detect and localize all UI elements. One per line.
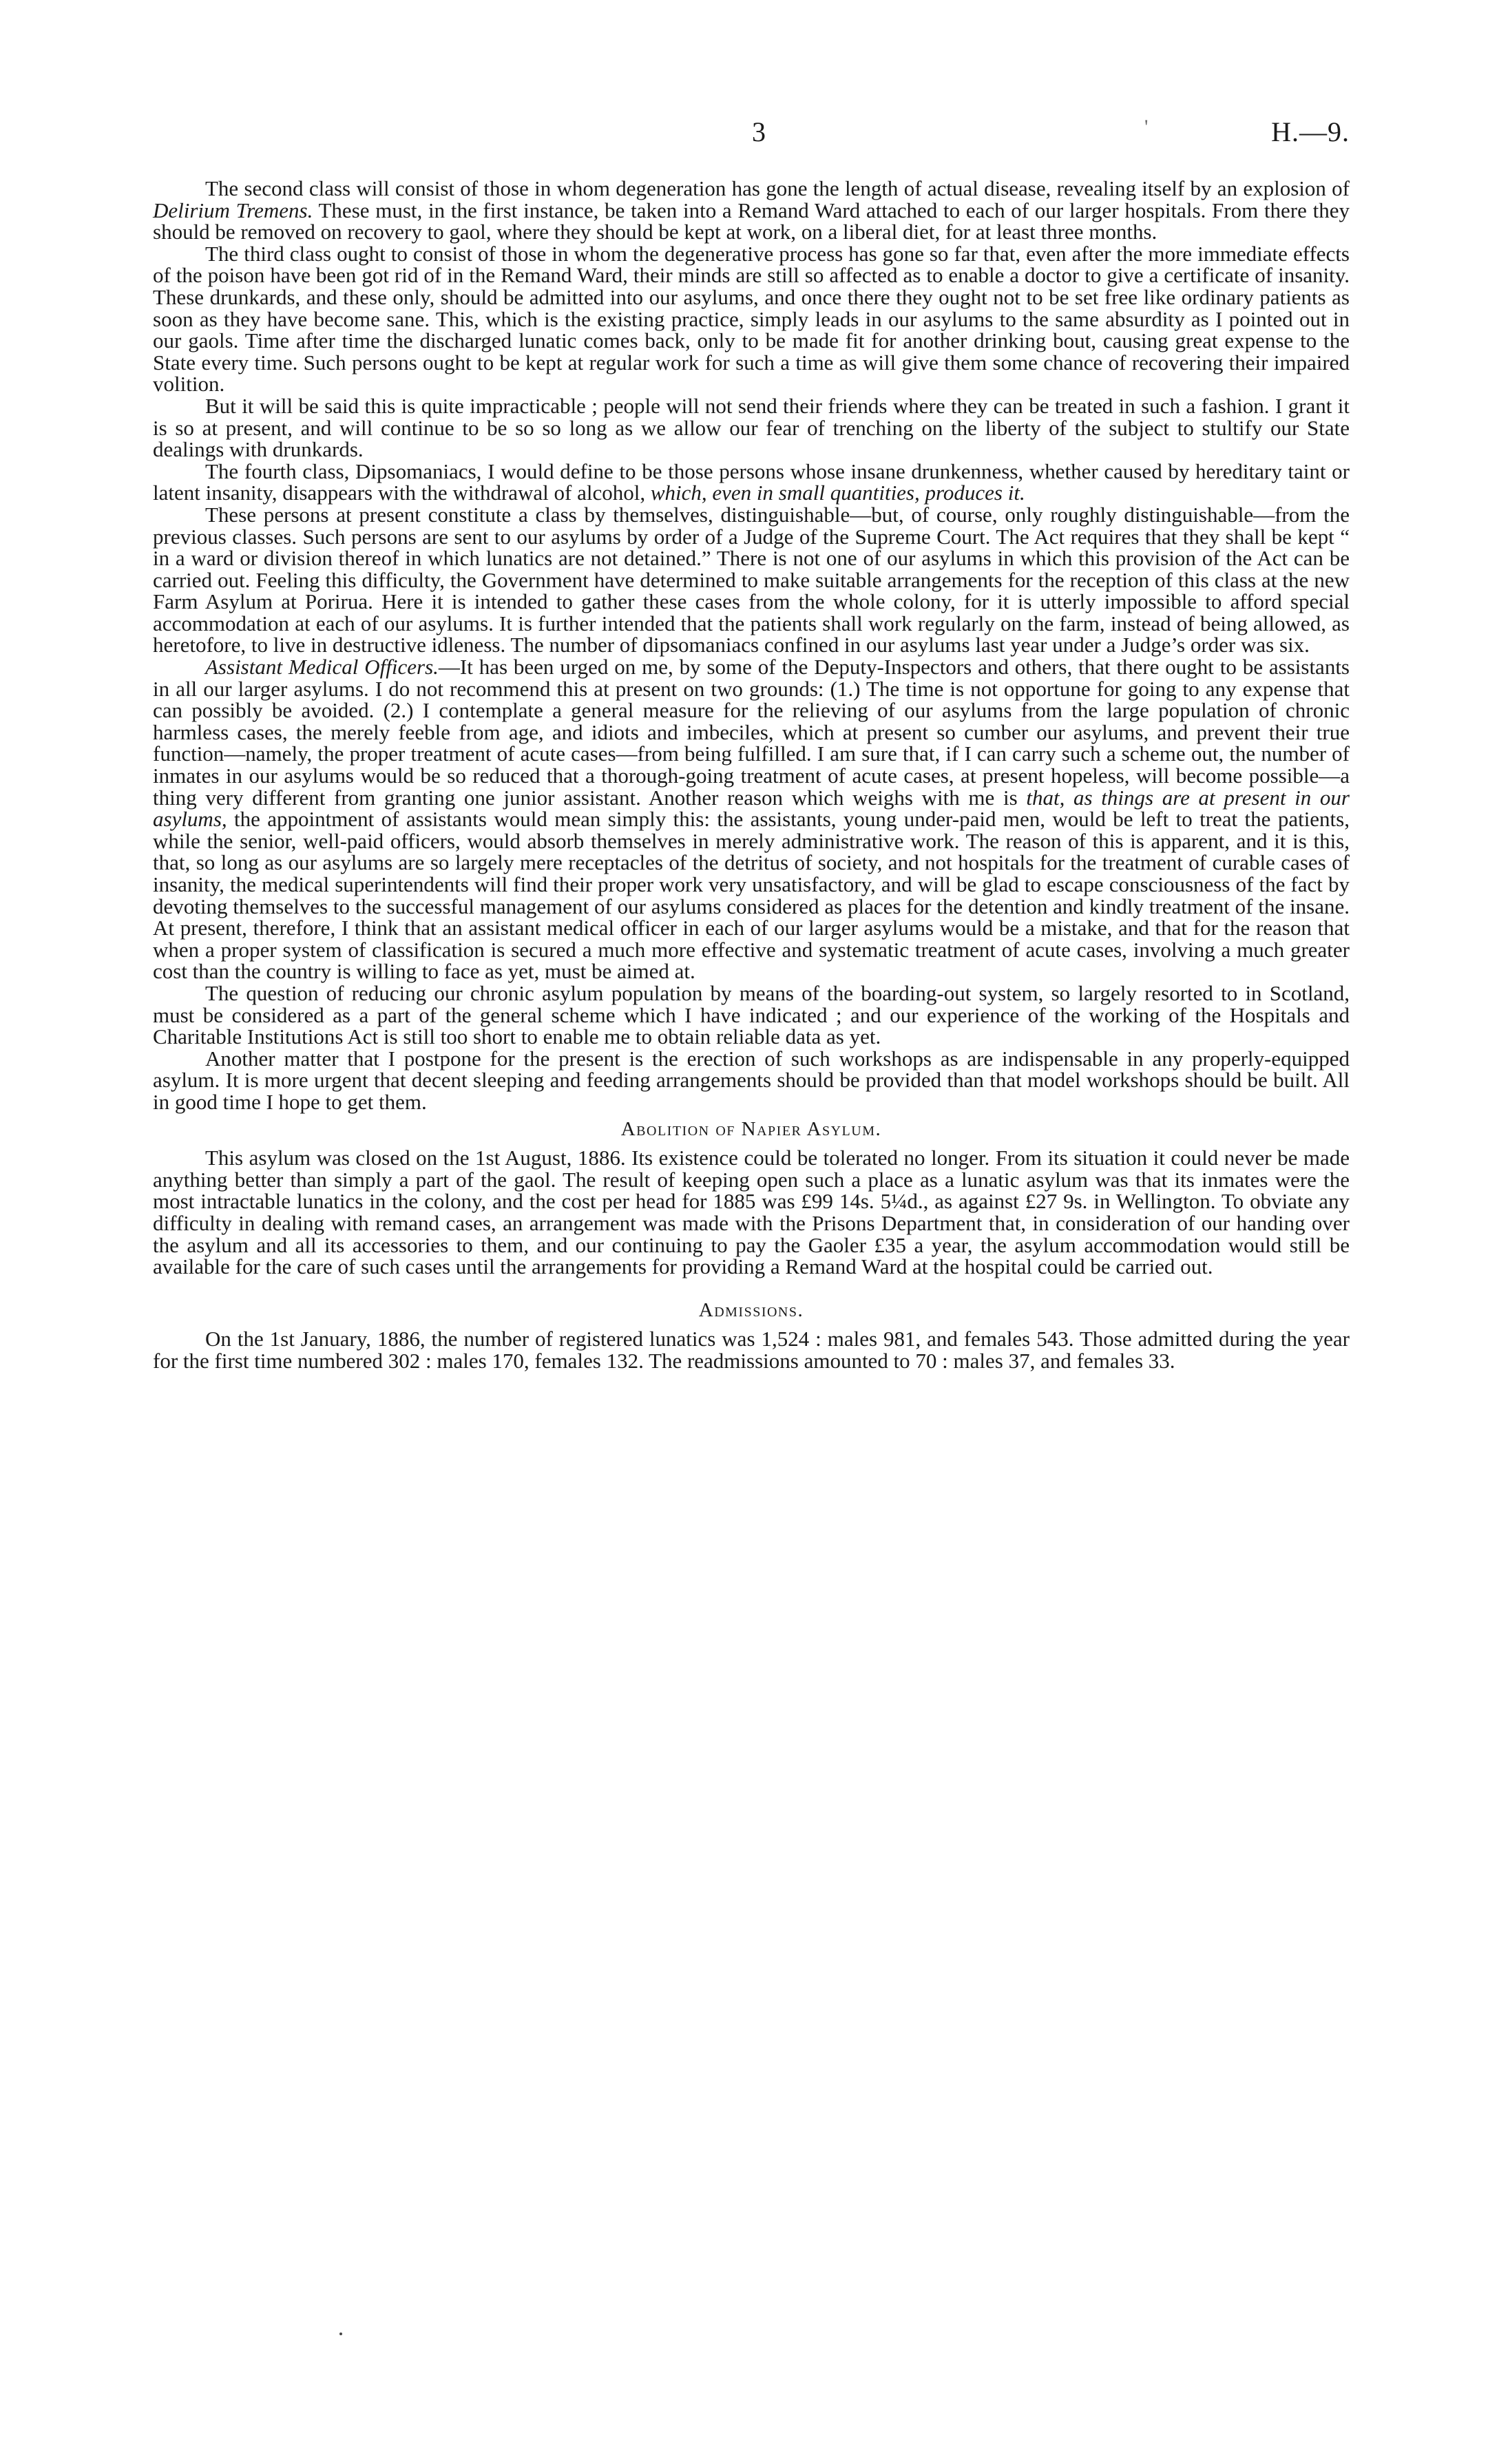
emphasis-small-quantities: which, even in small quantities, produces it. xyxy=(650,481,1025,505)
emphasis-things-at-present: that, as things are at present in our asylums, xyxy=(153,785,1350,832)
paragraph-workshops: Another matter that I postpone for the present is the erection of such workshops as are indispensable in any properly-equipped asylum. It is more urgent that decent sleeping and feeding arrangements should be provided than that model workshops should be built. All in good time I hope to get them. xyxy=(153,1046,1350,1114)
paragraph-fourth-class: The fourth class, Dipsomaniacs, I would define to be those persons whose insane drunkenness, whether caused by hereditary taint or latent insanity, disappears with the withdrawal of alcohol, which, even in small quantities, produces it. xyxy=(153,459,1350,505)
body-text xyxy=(153,178,1350,1371)
heading-admissions: Admissions. xyxy=(698,1298,804,1321)
paragraph-dipsomaniacs: These persons at present constitute a class by themselves, distinguishable—but, of course, only roughly distinguishable—from the previous classes. Such persons are sent to our asylums by order of a Judge of the Supreme Court. The Act requires that they shall be kept “ in a ward or division thereof in which lunatics are not detained.” There is not one of our asylums in which this provision of the Act can be carried out. Feeling this difficulty, the Government have determined to make suitable arrangements for the reception of this class at the new Farm Asylum at Porirua. Here it is intended to gather these cases from the whole colony, for it is utterly impossible to afford special accommodation at each of our asylums. It is further intended that the patients shall work regularly on the farm, instead of being allowed, as heretofore, to live in destructive idleness. The number of dipsomaniacs confined in our asylums last year under a Judge’s order was six. xyxy=(153,502,1350,657)
paragraph-boarding-out: The question of reducing our chronic asylum population by means of the boarding-out system, so largely resorted to in Scotland, must be considered as a part of the general scheme which I have indicated ; and our experience of the working of the Hospitals and Charitable Institutions Act is still too short to enable me to obtain reliable data as yet. xyxy=(153,980,1350,1049)
emphasis-assistant-medical-officers: Assistant Medical Officers. xyxy=(205,655,439,680)
emphasis-delirium-tremens: Delirium Tremens. xyxy=(153,198,313,222)
paragraph-abolition: This asylum was closed on the 1st August, 1886. Its existence could be tolerated no longer. From its situation it could never be made anything better than simply a part of the gaol. The result of keeping open such a place as a lunatic asylum was that its inmates were the most intractable lunatics in the colony, and the cost per head for 1885 was £99 14s. 5¼d., as against £27 9s. in Wellington. To obviate any difficulty in dealing with remand cases, an arrangement was made with the Prisons Department that, in consideration of our handing over the asylum and all its accessories to them, and our continuing to pay the Gaoler £35 a year, the asylum accommodation would still be available for the care of such cases until the arrangements for providing a Remand Ward at the hospital could be carried out. xyxy=(153,1146,1350,1279)
stray-mark: ' xyxy=(1144,116,1149,138)
heading-abolition-napier-asylum: Abolition of Napier Asylum. xyxy=(620,1117,882,1140)
bottom-speck xyxy=(339,2333,342,2335)
page-number: 3 xyxy=(752,116,766,147)
paragraph-impracticable: But it will be said this is quite impracticable ; people will not send their friends where they can be treated in such a fashion. I grant it is so at present, and will continue to be so so long as we allow our fear of trenching on the liberty of the subject to stultify our State dealings with drunkards. xyxy=(153,393,1350,462)
document-reference: H.—9. xyxy=(1271,116,1350,147)
paragraph-third-class: The third class ought to consist of those in whom the degenerative process has gone so far that, even after the more immediate effects of the poison have been got rid of in the Remand Ward, their minds are still so affected as to enable a doctor to give a certificate of insanity. These drunkards, and these only, should be admitted into our asylums, and once there they ought not to be set free like ordinary patients as soon as they have become sane. This, which is the existing practice, simply leads in our asylums to the same absurdity as I pointed out in our gaols. Time after time the discharged lunatic comes back, only to be made fit for another drinking bout, causing great expense to the State every time. Such persons ought to be kept at regular work for such a time as will give them some chance of recovering their impaired volition. xyxy=(153,241,1350,397)
paragraph-second-class: The second class will consist of those in whom degeneration has gone the length of actual disease, revealing itself by an explosion of Delirium Tremens. These must, in the first instance, be taken into a Remand Ward attached to each of our larger hospitals. From there they should be removed on recovery to gaol, where they should be kept at work, on a liberal diet, for at least three months. xyxy=(153,176,1350,244)
paragraph-admissions: On the 1st January, 1886, the number of registered lunatics was 1,524 : males 981, and females 543. Those admitted during the year for the first time numbered 302 : males 170, females 132. The readmissions amounted to 70 : males 37, and females 33. xyxy=(153,1327,1350,1373)
paragraph-assistant-medical-officers: Assistant Medical Officers.—It has been urged on me, by some of the Deputy-Inspectors and others, that there ought to be assistants in all our larger asylums. I do not recommend this at present on two grounds: (1.) The time is not opportune for going to any expense that can possibly be avoided. (2.) I contemplate a general measure for the relieving of our asylums from the large population of chronic harmless cases, the merely feeble from age, and idiots and imbeciles, which at present so cumber our asylums, and prevent their true function—namely, the proper treatment of acute cases—from being fulfilled. I am sure that, if I can carry such a scheme out, the number of inmates in our asylums would be so reduced that a thorough-going treatment of acute cases, at present hopeless, will become possible—a thing very different from granting one junior assistant. Another reason which weighs with me is that, as things are at present in our asylums, the appointment of assistants would mean simply this: the assistants, young under-paid men, would be left to treat the patients, while the senior, well-paid officers, would absorb themselves in merely administrative work. The reason of this is apparent, and it is this, that, so long as our asylums are so largely mere receptacles of the detritus of society, and not hospitals for the treatment of curable cases of insanity, the medical superintendents will find their proper work very unsatisfactory, and will be glad to escape consciousness of the fact by devoting themselves to the successful management of our asylums considered as places for the detention and kindly treatment of the insane. At present, therefore, I think that an assistant medical officer in each of our larger asylums would be a mistake, and that for the reason that when a proper system of classification is secured a much more effective and systematic treatment of acute cases, involving a much greater cost than the country is willing to face as yet, must be aimed at. xyxy=(153,655,1350,984)
page-header xyxy=(153,116,1350,157)
